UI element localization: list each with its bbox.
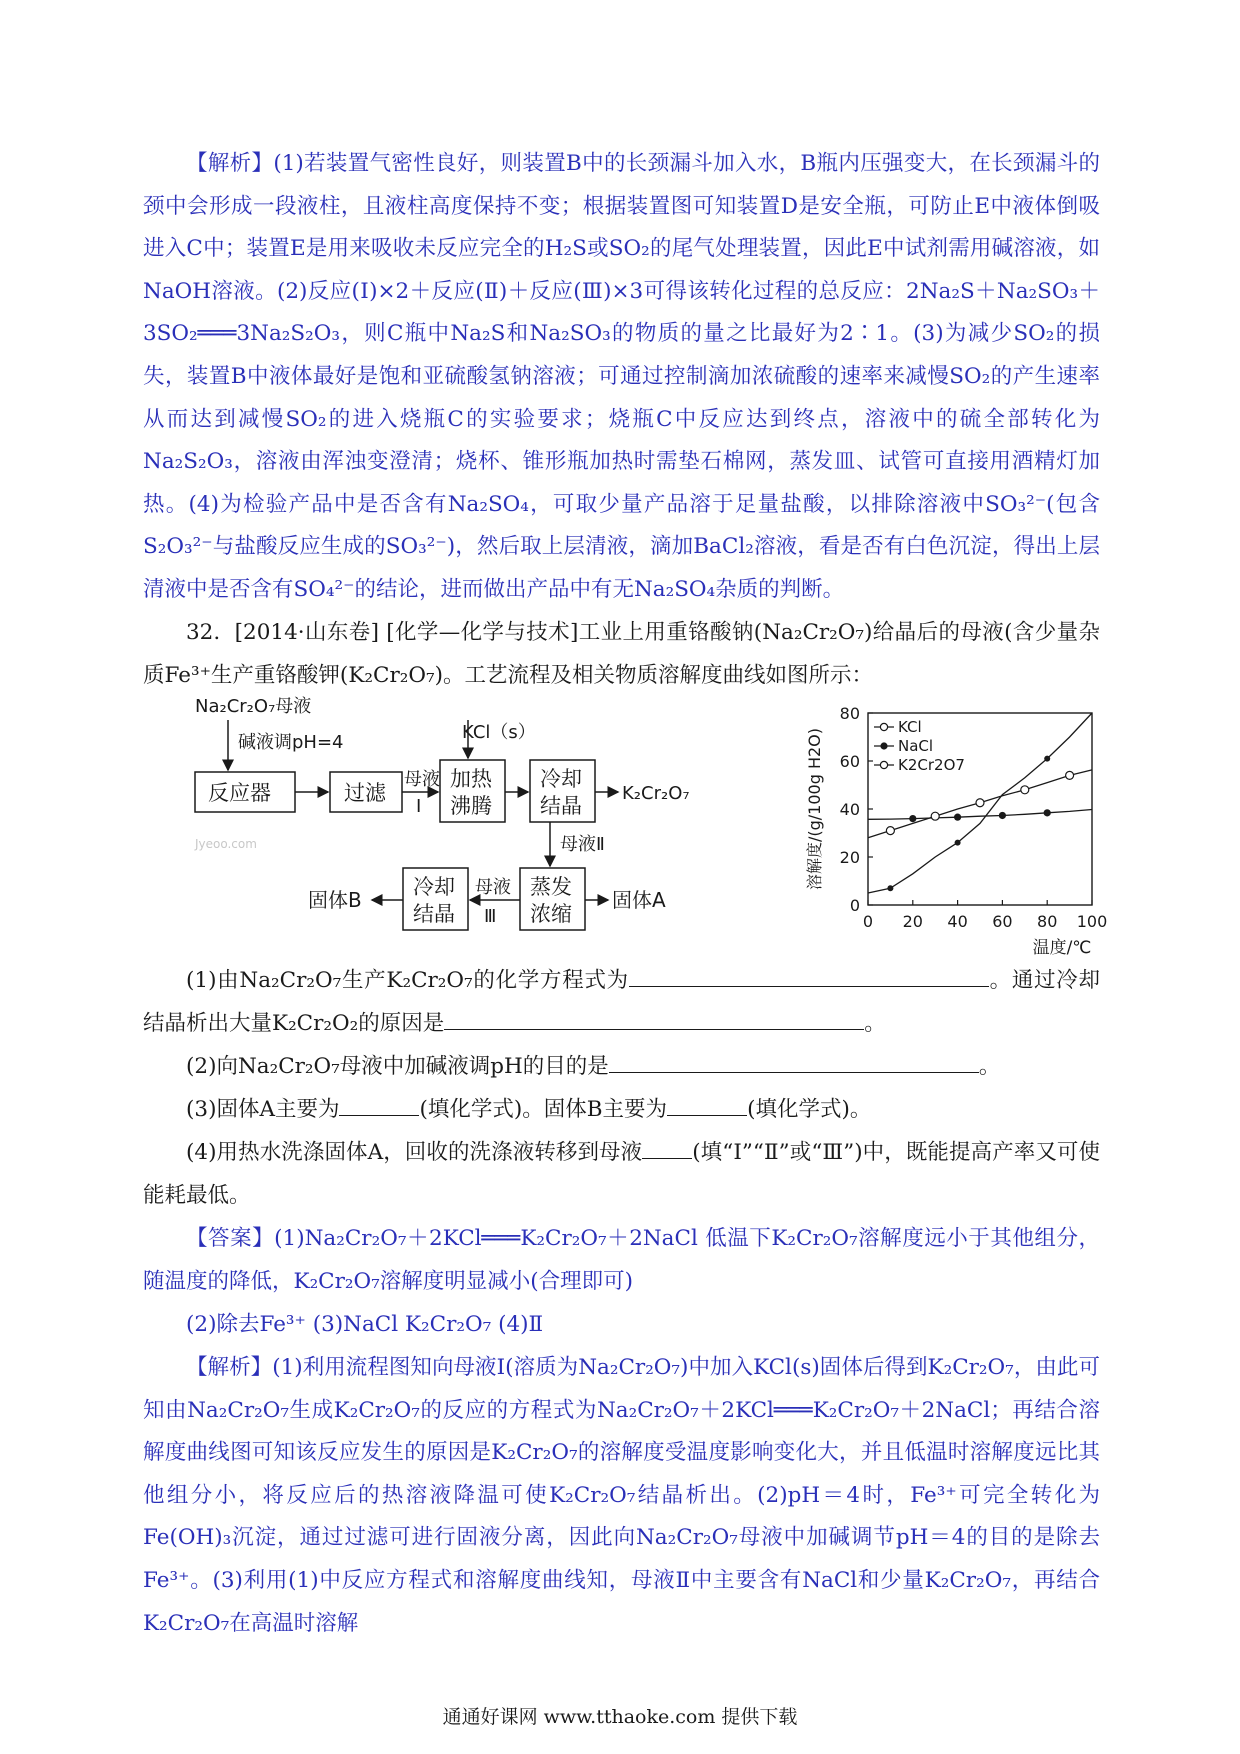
chart-point-KCl (931, 812, 939, 820)
analysis-2-text: (1)利用流程图知向母液Ⅰ(溶质为Na₂Cr₂O₇)中加入KCl(s)固体后得到K₂Cr₂O₇，由此可知由Na₂Cr₂O₇生成K₂Cr₂O₇的反应的方程式为Na₂Cr₂O₇＋2KCl═══K₂Cr₂O₇＋2NaCl；再结合溶解度曲线图可知该反应发生的原因是K₂Cr₂O₇的溶解度受温度影响变化大，并且低温时溶解度远比其他组分小，将反应后的热溶液降温可使K₂Cr₂O₇结晶析出。(2)pH＝4时，Fe³⁺可完全转化为Fe(OH)₃沉淀，通过过滤可进行固液分离，因此向Na₂Cr₂O₇母液中加碱调节pH＝4的目的是除去Fe³⁺。(3)利用(1)中反应方程式和溶解度曲线知，母液Ⅱ中主要含有NaCl和少量K₂Cr₂O₇，再结合K₂Cr₂O₇在高温时溶解 (143, 1355, 1100, 1636)
chart-y-tick-label: 80 (839, 704, 860, 723)
answer-paragraph (143, 1218, 1100, 1303)
q1-text-c: 。 (864, 1010, 886, 1036)
mother-liquor-1-roman: Ⅰ (416, 796, 422, 817)
q4-text-b: (填“Ⅰ”“Ⅱ”或“Ⅲ”)中，既能提高产率又可使能耗最低。 (143, 1140, 1100, 1208)
chart-x-tick-label: 20 (902, 912, 923, 931)
analysis-tag: 【解析】 (186, 151, 274, 176)
answer-line-1: (1)Na₂Cr₂O₇＋2KCl═══K₂Cr₂O₇＋2NaCl 低温下K₂Cr₂O₇溶解度远小于其他组分，随温度的降低，K₂Cr₂O₇溶解度明显减小(合理即可) (143, 1226, 1100, 1294)
legend-marker (880, 742, 887, 749)
question-source: [2014·山东卷] (234, 620, 379, 645)
chart-point-K2Cr2O7 (887, 885, 893, 891)
box-reactor-label: 反应器 (208, 781, 271, 805)
flowchart-svg (190, 690, 770, 930)
legend-marker (880, 761, 887, 768)
watermark-text: Jyeoo.com (195, 837, 257, 851)
chart-x-tick-label: 40 (947, 912, 968, 931)
chart-point-KCl (1066, 771, 1074, 779)
kcl-label: KCl（s） (462, 722, 536, 743)
chart-point-NaCl (909, 815, 916, 822)
q4-text-a: (4)用热水洗涤固体A，回收的洗涤液转移到母液 (186, 1140, 643, 1165)
chart-x-tick-label: 0 (862, 912, 874, 931)
sub-question-2 (143, 1046, 1100, 1089)
mother-liquor-1-label: 母液 (404, 769, 440, 790)
box-cool-1-label-1: 冷却 (540, 767, 582, 791)
chart-point-KCl (976, 799, 984, 807)
box-evap-label-2: 浓缩 (530, 902, 572, 926)
box-cool-2-label-1: 冷却 (413, 875, 455, 899)
q3-text-b: (填化学式)。固体B主要为 (419, 1097, 668, 1122)
chart-x-tick-label: 100 (1076, 912, 1108, 931)
q3-answer-blank-2[interactable] (667, 1095, 747, 1116)
chart-point-K2Cr2O7 (955, 840, 961, 846)
step-note: 碱液调pH=4 (238, 732, 344, 753)
chart-y-tick-label: 20 (839, 848, 860, 867)
process-flowchart (190, 690, 770, 930)
q2-answer-blank[interactable] (609, 1052, 979, 1073)
analysis-2-tag: 【解析】 (186, 1355, 273, 1380)
answer-tag: 【答案】 (186, 1226, 275, 1251)
chart-y-tick-label: 40 (839, 800, 860, 819)
q1-text-a: (1)由Na₂Cr₂O₇生产K₂Cr₂O₇的化学方程式为 (186, 968, 629, 993)
chart-point-KCl (886, 827, 894, 835)
question-text: [化学—化学与技术]工业上用重铬酸钠(Na₂Cr₂O₇)给晶后的母液(含少量杂质Fe³⁺生产重铬酸钾(K₂Cr₂O₇)。工艺流程及相关物质溶解度曲线如图所示： (143, 620, 1100, 688)
product-solid-a: 固体A (612, 888, 666, 912)
mother-liquor-3-roman: Ⅲ (484, 906, 497, 927)
analysis-paragraph-2 (143, 1347, 1100, 1645)
chart-point-KCl (1021, 786, 1029, 794)
q3-text-c: (填化学式)。 (747, 1097, 872, 1122)
q4-answer-blank[interactable] (642, 1138, 692, 1159)
chart-svg (800, 704, 1108, 960)
box-heat-label-2: 沸腾 (450, 794, 492, 818)
legend-marker (880, 723, 887, 730)
product-k2cr2o7: K₂Cr₂O₇ (622, 783, 690, 804)
chart-y-tick-label: 60 (839, 752, 860, 771)
mother-liquor-2-label: 母液Ⅱ (560, 834, 605, 855)
product-solid-b: 固体B (308, 888, 362, 912)
q1-answer-blank-2[interactable] (444, 1009, 864, 1030)
box-filter-label: 过滤 (344, 781, 386, 805)
chart-y-tick-label: 0 (849, 896, 860, 915)
box-evap-label-1: 蒸发 (530, 875, 572, 899)
q2-text-b: 。 (978, 1054, 1001, 1079)
legend-label-KCl: KCl (898, 718, 922, 736)
chart-point-NaCl (954, 814, 961, 821)
box-cool-2-label-2: 结晶 (413, 902, 455, 926)
answer-paragraph-2 (143, 1304, 1100, 1347)
q3-text-a: (3)固体A主要为 (186, 1097, 340, 1122)
chart-x-tick-label: 60 (992, 912, 1013, 931)
input-label: Na₂Cr₂O₇母液 (195, 696, 312, 717)
q3-answer-blank-1[interactable] (339, 1095, 419, 1116)
analysis-paragraph-1 (143, 143, 1100, 612)
sub-question-3 (143, 1089, 1100, 1132)
q2-text-a: (2)向Na₂Cr₂O₇母液中加碱液调pH的目的是 (186, 1054, 609, 1079)
chart-point-K2Cr2O7 (1044, 756, 1050, 762)
chart-x-tick-label: 80 (1037, 912, 1058, 931)
question-number: 32. (186, 620, 221, 645)
solubility-chart (800, 704, 1108, 960)
box-cool-1-label-2: 结晶 (540, 794, 582, 818)
chart-point-NaCl (1044, 809, 1051, 816)
q1-answer-blank-1[interactable] (629, 966, 989, 987)
sub-question-4 (143, 1132, 1100, 1217)
box-heat-label-1: 加热 (450, 767, 492, 791)
mother-liquor-3-label: 母液 (475, 877, 511, 898)
chart-x-axis-label: 温度/℃ (1032, 938, 1092, 958)
question-32-stem (143, 612, 1100, 697)
chart-series-line-NaCl (868, 810, 1092, 820)
q1-text-b: 。通过冷却结晶析出大量K₂Cr₂O₂的原因是 (143, 968, 1100, 1036)
analysis-text: (1)若装置气密性良好，则装置B中的长颈漏斗加入水，B瓶内压强变大，在长颈漏斗的颈中会形成一段液柱，且液柱高度保持不变；根据装置图可知装置D是安全瓶，可防止E中液体倒吸进入C中；装置E是用来吸收未反应完全的H₂S或SO₂的尾气处理装置，因此E中试剂需用碱溶液，如NaOH溶液。(2)反应(Ⅰ)×2＋反应(Ⅱ)＋反应(Ⅲ)×3可得该转化过程的总反应：2Na₂S＋Na₂SO₃＋3SO₂═══3Na₂S₂O₃，则C瓶中Na₂S和Na₂SO₃的物质的量之比最好为2∶1。(3)为减少SO₂的损失，装置B中液体最好是饱和亚硫酸氢钠溶液；可通过控制滴加浓硫酸的速率来减慢SO₂的产生速率从而达到减慢SO₂的进入烧瓶C的实验要求；烧瓶C中反应达到终点，溶液中的硫全部转化为Na₂S₂O₃，溶液由浑浊变澄清；烧杯、锥形瓶加热时需垫石棉网，蒸发皿、试管可直接用酒精灯加热。(4)为检验产品中是否含有Na₂SO₄，可取少量产品溶于足量盐酸，以排除溶液中SO₃²⁻(包含S₂O₃²⁻与盐酸反应生成的SO₃²⁻)，然后取上层清液，滴加BaCl₂溶液，看是否有白色沉淀，得出上层清液中是否含有SO₄²⁻的结论，进而做出产品中有无Na₂SO₄杂质的判断。 (143, 151, 1100, 602)
sub-question-1 (143, 960, 1100, 1045)
chart-point-NaCl (999, 812, 1006, 819)
page-footer: 通通好课网 www.tthaoke.com 提供下载 (442, 1706, 798, 1728)
legend-label-NaCl: NaCl (898, 737, 934, 755)
answer-line-2: (2)除去Fe³⁺ (3)NaCl K₂Cr₂O₇ (4)Ⅱ (186, 1312, 544, 1337)
chart-y-axis-label: 溶解度/(g/100g H2O) (805, 727, 824, 891)
legend-label-K2Cr2O7: K2Cr2O7 (898, 756, 965, 774)
